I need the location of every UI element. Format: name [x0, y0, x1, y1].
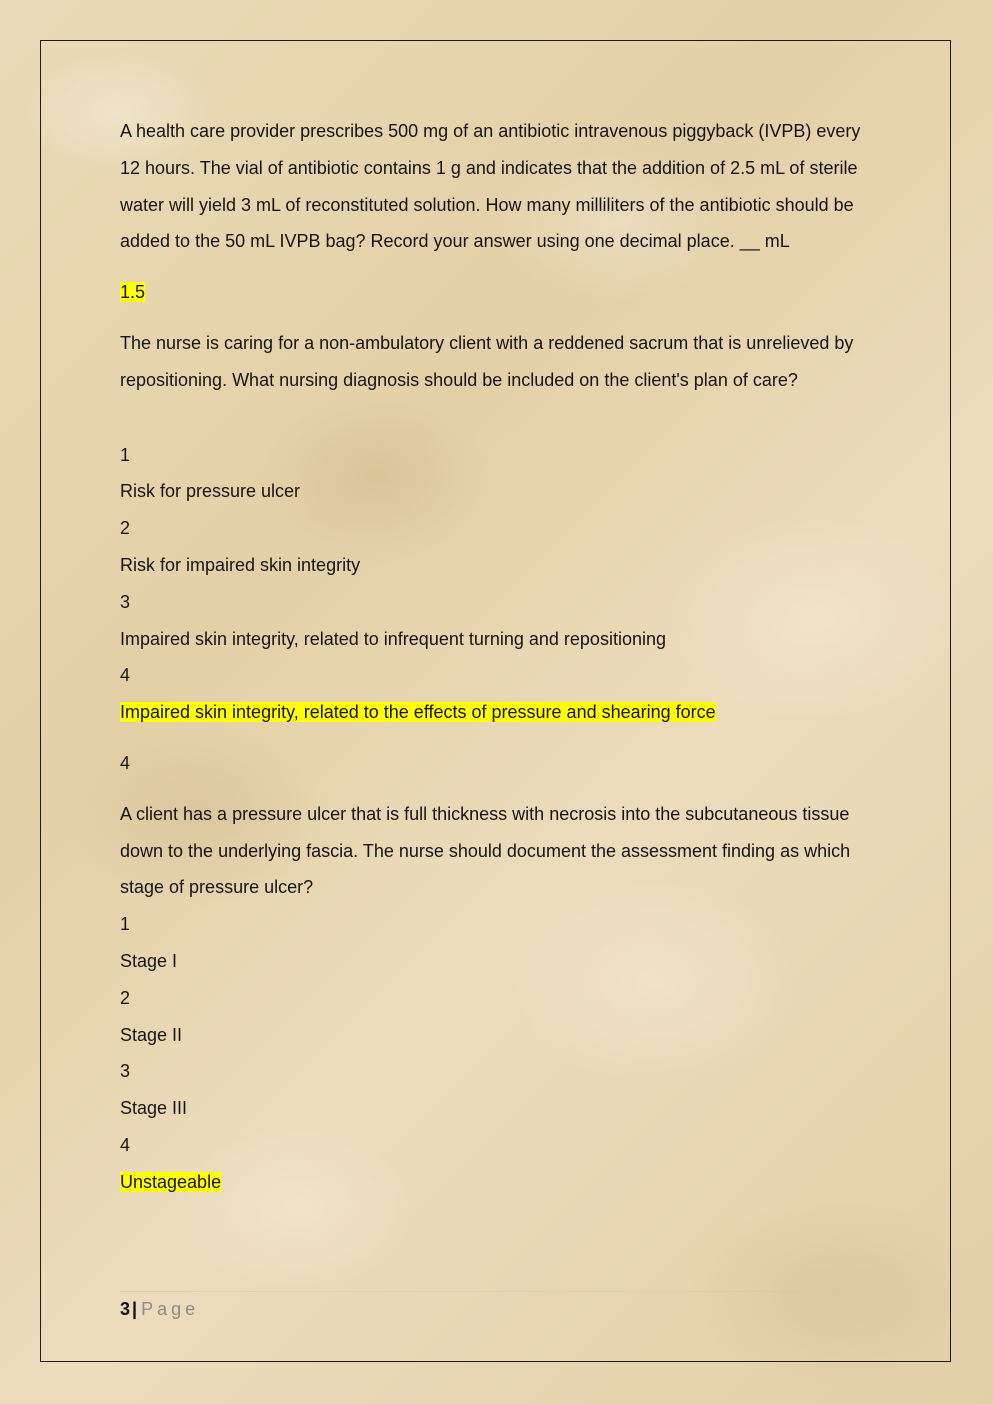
question-3-options: [120, 906, 868, 1200]
question-1-text: A health care provider prescribes 500 mg of an antibiotic intravenous piggyback (IVPB) every 12 hours. The vial of antibiotic contains 1 g and indicates that the addition of 2.5 mL of sterile water will yield 3 mL of reconstituted solution. How many milliliters of the antibiotic should be added to the 50 mL IVPB bag? Record your answer using one decimal place. __ mL: [120, 121, 861, 252]
question-3-option-4-label: [120, 1164, 868, 1201]
question-3-option-3-label: Stage III: [120, 1098, 188, 1119]
question-2-option-4-highlight: Impaired skin integrity, related to the effects of pressure and shearing force: [120, 702, 716, 723]
question-3-option-2-label: Stage II: [120, 1024, 183, 1045]
question-1-answer-highlight: 1.5: [120, 282, 146, 303]
page-label: Page: [141, 1299, 200, 1319]
question-2-option-4-label: [120, 694, 868, 731]
question-3-option-1-label: Stage I: [120, 950, 178, 971]
question-3-option-4-number: 4: [120, 1134, 131, 1155]
question-2-options: [120, 437, 868, 731]
document-body: [120, 113, 868, 1201]
question-2-option-3-number: 3: [120, 591, 131, 612]
question-3-option-3-number: 3: [120, 1061, 131, 1082]
question-3-option-2-number: 2: [120, 987, 131, 1008]
question-1-answer: [120, 274, 868, 311]
question-2-option-2-label: Risk for impaired skin integrity: [120, 554, 361, 575]
question-3-text: A client has a pressure ulcer that is full thickness with necrosis into the subcutaneous tissue down to the underlying fascia. The nurse should document the assessment finding as which stage of pressure ulcer?: [120, 803, 851, 898]
page-footer: [120, 1291, 860, 1324]
question-2-option-2-number: 2: [120, 518, 131, 539]
question-2-option-3-label: Impaired skin integrity, related to infrequent turning and repositioning: [120, 628, 666, 649]
question-3-option-4-highlight: Unstageable: [120, 1171, 222, 1192]
page-number: 3: [120, 1299, 131, 1319]
question-2-option-1-number: 1: [120, 444, 131, 465]
question-2-option-4-number: 4: [120, 665, 131, 686]
question-3-option-1-number: 1: [120, 914, 131, 935]
page-separator: |: [132, 1299, 138, 1319]
question-2-answer: 4: [120, 752, 131, 773]
question-2-option-1-label: Risk for pressure ulcer: [120, 481, 301, 502]
question-2-text: The nurse is caring for a non-ambulatory client with a reddened sacrum that is unrelieved by repositioning. What nursing diagnosis should be included on the client's plan of care?: [120, 332, 854, 390]
